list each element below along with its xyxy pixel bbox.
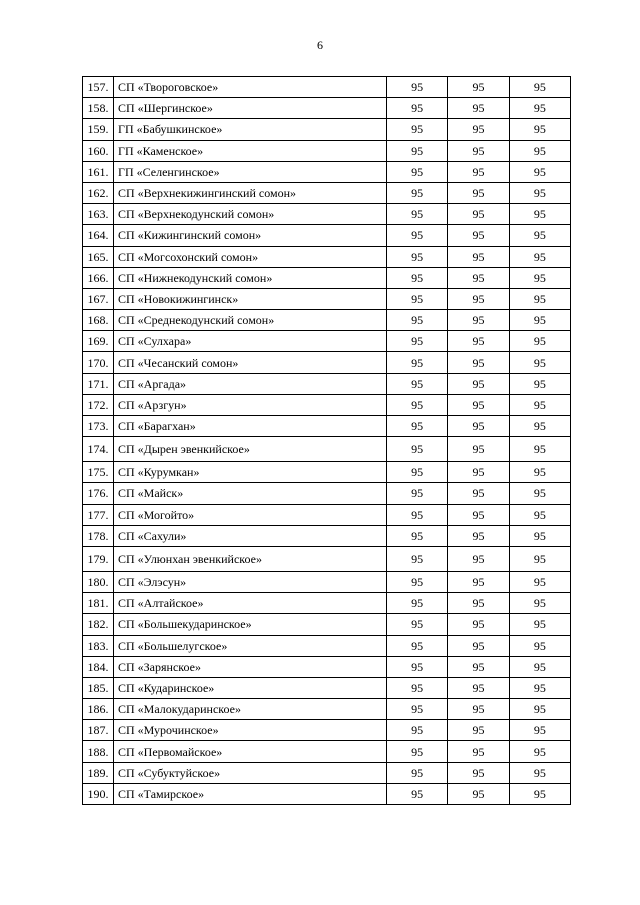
table-body [83,77,571,805]
value-cell-2: 95 [448,571,509,592]
table-row [83,267,571,288]
value-cell-2: 95 [448,119,509,140]
row-number-cell: 174. [83,437,114,462]
value-cell-3: 95 [509,762,570,783]
value-cell-2: 95 [448,525,509,546]
table-row [83,246,571,267]
value-cell-2: 95 [448,416,509,437]
row-number-cell: 162. [83,182,114,203]
table-row [83,635,571,656]
table-row [83,462,571,483]
row-number-cell: 159. [83,119,114,140]
settlement-name-cell: СП «Зарянское» [114,656,387,677]
value-cell-2: 95 [448,656,509,677]
row-number-cell: 181. [83,593,114,614]
value-cell-1: 95 [387,741,448,762]
settlement-name-cell: СП «Элэсун» [114,571,387,592]
row-number-cell: 170. [83,352,114,373]
value-cell-1: 95 [387,204,448,225]
settlement-name-cell: СП «Шергинское» [114,98,387,119]
settlement-name-cell: СП «Аргада» [114,373,387,394]
value-cell-2: 95 [448,204,509,225]
value-cell-2: 95 [448,437,509,462]
row-number-cell: 160. [83,140,114,161]
value-cell-1: 95 [387,331,448,352]
row-number-cell: 176. [83,483,114,504]
settlement-name-cell: СП «Мурочинское» [114,720,387,741]
settlement-name-cell: СП «Кударинское» [114,677,387,698]
value-cell-1: 95 [387,416,448,437]
value-cell-3: 95 [509,288,570,309]
row-number-cell: 186. [83,699,114,720]
table-row [83,331,571,352]
value-cell-3: 95 [509,204,570,225]
value-cell-3: 95 [509,98,570,119]
value-cell-1: 95 [387,77,448,98]
value-cell-2: 95 [448,288,509,309]
value-cell-1: 95 [387,677,448,698]
row-number-cell: 164. [83,225,114,246]
value-cell-2: 95 [448,593,509,614]
settlement-name-cell: СП «Верхнекодунский сомон» [114,204,387,225]
page-number: 6 [317,38,323,52]
row-number-cell: 190. [83,783,114,804]
settlement-name-cell: СП «Малокударинское» [114,699,387,720]
value-cell-3: 95 [509,182,570,203]
settlement-name-cell: СП «Верхнекижингинский сомон» [114,182,387,203]
row-number-cell: 169. [83,331,114,352]
value-cell-1: 95 [387,373,448,394]
value-cell-1: 95 [387,140,448,161]
value-cell-1: 95 [387,783,448,804]
value-cell-3: 95 [509,161,570,182]
table-row [83,373,571,394]
value-cell-1: 95 [387,462,448,483]
table-row [83,614,571,635]
value-cell-1: 95 [387,525,448,546]
table-row [83,310,571,331]
value-cell-3: 95 [509,331,570,352]
value-cell-1: 95 [387,720,448,741]
settlement-name-cell: СП «Кижингинский сомон» [114,225,387,246]
row-number-cell: 185. [83,677,114,698]
table-row [83,762,571,783]
value-cell-3: 95 [509,525,570,546]
value-cell-2: 95 [448,783,509,804]
settlement-name-cell: СП «Субуктуйское» [114,762,387,783]
value-cell-3: 95 [509,571,570,592]
value-cell-2: 95 [448,614,509,635]
table-row [83,288,571,309]
value-cell-3: 95 [509,437,570,462]
value-cell-3: 95 [509,677,570,698]
value-cell-3: 95 [509,593,570,614]
value-cell-2: 95 [448,504,509,525]
settlement-name-cell: СП «Первомайское» [114,741,387,762]
settlement-name-cell: СП «Большекударинское» [114,614,387,635]
settlement-name-cell: ГП «Каменское» [114,140,387,161]
value-cell-2: 95 [448,352,509,373]
value-cell-3: 95 [509,310,570,331]
table-row [83,98,571,119]
settlement-name-cell: СП «Чесанский сомон» [114,352,387,373]
settlements-table [82,76,571,805]
row-number-cell: 184. [83,656,114,677]
table-row [83,546,571,571]
value-cell-1: 95 [387,483,448,504]
settlement-name-cell: СП «Могойто» [114,504,387,525]
value-cell-2: 95 [448,161,509,182]
value-cell-2: 95 [448,699,509,720]
settlement-name-cell: СП «Новокижингинск» [114,288,387,309]
value-cell-3: 95 [509,783,570,804]
table-row [83,182,571,203]
value-cell-1: 95 [387,225,448,246]
row-number-cell: 158. [83,98,114,119]
value-cell-2: 95 [448,394,509,415]
value-cell-2: 95 [448,635,509,656]
value-cell-1: 95 [387,593,448,614]
table-row [83,140,571,161]
value-cell-3: 95 [509,462,570,483]
settlement-name-cell: СП «Барагхан» [114,416,387,437]
value-cell-1: 95 [387,571,448,592]
value-cell-3: 95 [509,394,570,415]
value-cell-2: 95 [448,462,509,483]
value-cell-1: 95 [387,119,448,140]
table-row [83,504,571,525]
row-number-cell: 177. [83,504,114,525]
table-row [83,225,571,246]
value-cell-2: 95 [448,310,509,331]
table-row [83,720,571,741]
value-cell-3: 95 [509,614,570,635]
value-cell-2: 95 [448,677,509,698]
value-cell-3: 95 [509,720,570,741]
value-cell-2: 95 [448,225,509,246]
settlement-name-cell: СП «Сулхара» [114,331,387,352]
settlement-name-cell: СП «Арзгун» [114,394,387,415]
settlement-name-cell: СП «Нижнекодунский сомон» [114,267,387,288]
value-cell-3: 95 [509,699,570,720]
row-number-cell: 163. [83,204,114,225]
value-cell-1: 95 [387,310,448,331]
value-cell-2: 95 [448,140,509,161]
value-cell-2: 95 [448,483,509,504]
value-cell-1: 95 [387,546,448,571]
value-cell-3: 95 [509,546,570,571]
table-row [83,699,571,720]
value-cell-1: 95 [387,246,448,267]
table-row [83,204,571,225]
value-cell-3: 95 [509,635,570,656]
row-number-cell: 178. [83,525,114,546]
value-cell-3: 95 [509,77,570,98]
value-cell-1: 95 [387,98,448,119]
value-cell-2: 95 [448,762,509,783]
settlement-name-cell: СП «Сахули» [114,525,387,546]
settlement-name-cell: СП «Могсохонский сомон» [114,246,387,267]
settlement-name-cell: СП «Курумкан» [114,462,387,483]
row-number-cell: 183. [83,635,114,656]
row-number-cell: 171. [83,373,114,394]
settlement-name-cell: СП «Майск» [114,483,387,504]
settlement-name-cell: ГП «Селенгинское» [114,161,387,182]
value-cell-3: 95 [509,225,570,246]
row-number-cell: 172. [83,394,114,415]
row-number-cell: 179. [83,546,114,571]
value-cell-1: 95 [387,699,448,720]
value-cell-1: 95 [387,267,448,288]
value-cell-1: 95 [387,762,448,783]
settlement-name-cell: СП «Среднекодунский сомон» [114,310,387,331]
value-cell-1: 95 [387,614,448,635]
row-number-cell: 180. [83,571,114,592]
value-cell-2: 95 [448,267,509,288]
row-number-cell: 161. [83,161,114,182]
value-cell-3: 95 [509,656,570,677]
table-row [83,593,571,614]
table-row [83,119,571,140]
value-cell-3: 95 [509,483,570,504]
value-cell-2: 95 [448,331,509,352]
settlement-name-cell: ГП «Бабушкинское» [114,119,387,140]
table-row [83,783,571,804]
table-row [83,416,571,437]
table-row [83,483,571,504]
value-cell-2: 95 [448,246,509,267]
value-cell-1: 95 [387,437,448,462]
settlement-name-cell: СП «Тамирское» [114,783,387,804]
value-cell-1: 95 [387,635,448,656]
table-row [83,394,571,415]
value-cell-2: 95 [448,373,509,394]
value-cell-1: 95 [387,288,448,309]
value-cell-1: 95 [387,504,448,525]
value-cell-3: 95 [509,246,570,267]
value-cell-2: 95 [448,98,509,119]
table-row [83,741,571,762]
value-cell-3: 95 [509,352,570,373]
table-row [83,437,571,462]
value-cell-1: 95 [387,182,448,203]
value-cell-3: 95 [509,140,570,161]
value-cell-2: 95 [448,182,509,203]
table-row [83,656,571,677]
value-cell-2: 95 [448,77,509,98]
table-row [83,677,571,698]
settlement-name-cell: СП «Твороговское» [114,77,387,98]
row-number-cell: 182. [83,614,114,635]
value-cell-3: 95 [509,267,570,288]
value-cell-3: 95 [509,416,570,437]
value-cell-2: 95 [448,741,509,762]
row-number-cell: 173. [83,416,114,437]
row-number-cell: 189. [83,762,114,783]
row-number-cell: 166. [83,267,114,288]
table-row [83,352,571,373]
settlement-name-cell: СП «Дырен эвенкийское» [114,437,387,462]
row-number-cell: 168. [83,310,114,331]
table-row [83,77,571,98]
row-number-cell: 188. [83,741,114,762]
row-number-cell: 175. [83,462,114,483]
row-number-cell: 157. [83,77,114,98]
value-cell-2: 95 [448,546,509,571]
row-number-cell: 167. [83,288,114,309]
value-cell-3: 95 [509,504,570,525]
row-number-cell: 165. [83,246,114,267]
settlement-name-cell: СП «Алтайское» [114,593,387,614]
settlement-name-cell: СП «Улюнхан эвенкийское» [114,546,387,571]
value-cell-1: 95 [387,394,448,415]
table-row [83,525,571,546]
value-cell-3: 95 [509,373,570,394]
row-number-cell: 187. [83,720,114,741]
value-cell-1: 95 [387,161,448,182]
value-cell-1: 95 [387,656,448,677]
value-cell-1: 95 [387,352,448,373]
value-cell-3: 95 [509,741,570,762]
value-cell-3: 95 [509,119,570,140]
value-cell-2: 95 [448,720,509,741]
table-row [83,571,571,592]
settlement-name-cell: СП «Большелугское» [114,635,387,656]
table-row [83,161,571,182]
